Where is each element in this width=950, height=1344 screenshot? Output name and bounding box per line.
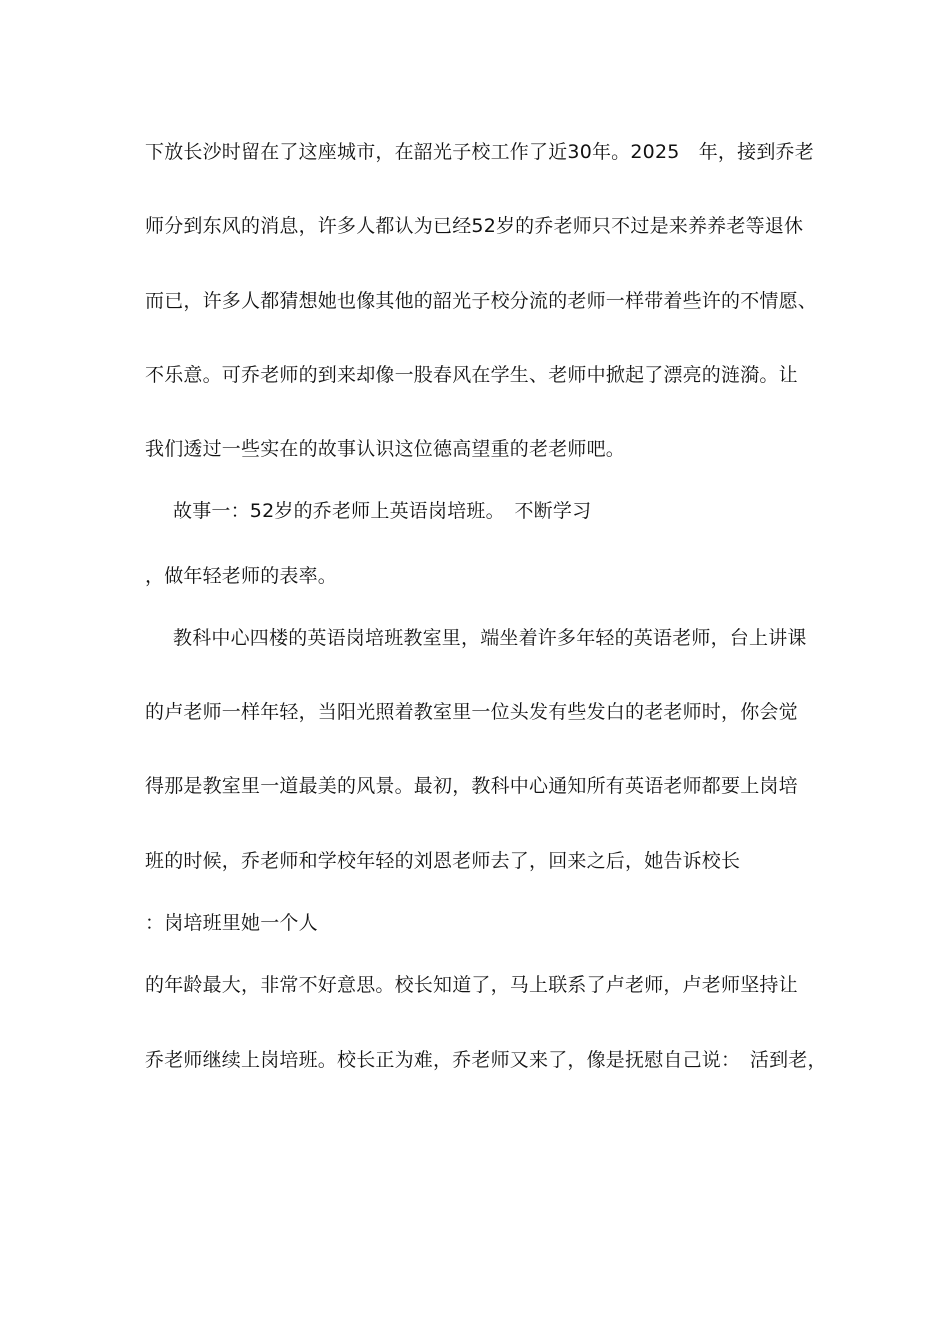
text-line-2: 师分到东风的消息，许多人都认为已经52岁的乔老师只不过是来养养老等退休 — [145, 215, 804, 237]
text-line-13: 的年龄最大，非常不好意思。校长知道了，马上联系了卢老师，卢老师坚持让 — [145, 974, 798, 996]
text-line-1: 下放长沙时留在了这座城市，在韶光子校工作了近30年。2025 年，接到乔老 — [145, 141, 814, 163]
text-line-8: 教科中心四楼的英语岗培班教室里，端坐着许多年轻的英语老师，台上讲课 — [173, 627, 807, 649]
text-line-4: 不乐意。可乔老师的到来却像一股春风在学生、老师中掀起了漂亮的涟漪。让 — [145, 364, 798, 386]
text-line-14: 乔老师继续上岗培班。校长正为难，乔老师又来了，像是抚慰自己说： 活到老， — [145, 1049, 827, 1071]
text-line-5: 我们透过一些实在的故事认识这位德高望重的老老师吧。 — [145, 438, 626, 460]
text-line-10: 得那是教室里一道最美的风景。最初，教科中心通知所有英语老师都要上岗培 — [145, 775, 798, 797]
text-line-11: 班的时候，乔老师和学校年轻的刘恩老师去了，回来之后，她告诉校长 — [145, 850, 741, 872]
text-line-9: 的卢老师一样年轻，当阳光照着教室里一位头发有些发白的老老师时，你会觉 — [145, 701, 798, 723]
text-line-12: ：岗培班里她一个人 — [145, 912, 318, 934]
text-line-7: ，做年轻老师的表率。 — [145, 565, 338, 587]
text-line-6: 故事一：52岁的乔老师上英语岗培班。 不断学习 — [173, 500, 592, 522]
text-line-3: 而已，许多人都猜想她也像其他的韶光子校分流的老师一样带着些许的不情愿、 — [145, 290, 818, 312]
